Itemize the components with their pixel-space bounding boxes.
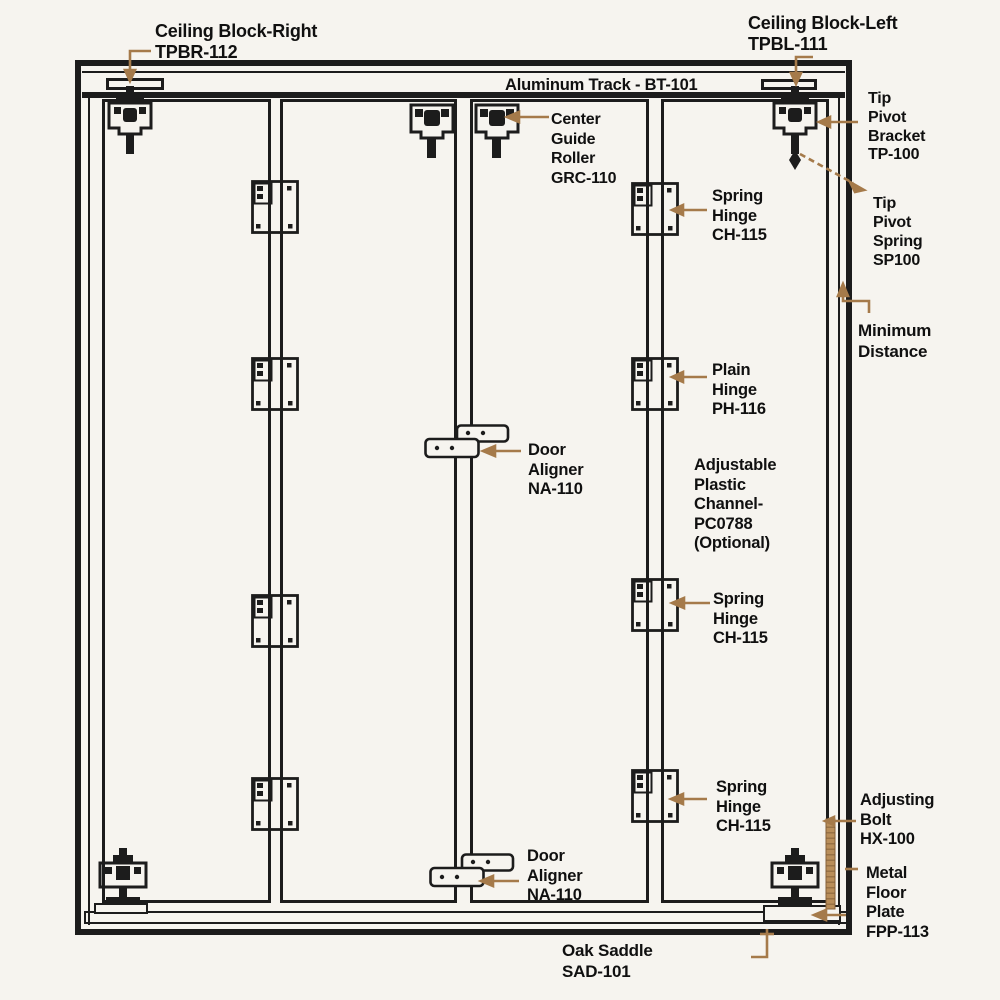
label-ceiling-block-right: Ceiling Block-Right TPBR-112: [155, 21, 318, 62]
metal-floor-plate-arrow: [814, 869, 858, 920]
spring-hinge-mid-part: [633, 580, 678, 631]
spring-hinge-top-arrow: [672, 205, 707, 215]
adjusting-bolt-part: [826, 819, 835, 909]
label-plain-hinge: Plain Hinge PH-116: [712, 361, 766, 419]
label-tip-pivot-bracket: Tip Pivot Bracket TP-100: [868, 90, 926, 164]
label-aluminum-track: Aluminum Track - BT-101: [505, 76, 698, 94]
center-guide-roller-part: [476, 105, 518, 158]
label-spring-hinge-bottom: Spring Hinge CH-115: [716, 778, 771, 836]
tip-pivot-spring-arrow: [800, 154, 864, 192]
spring-hinge-top-part: [633, 184, 678, 235]
bottom-pivot-right-part: [772, 848, 818, 905]
adjusting-bolt-arrow: [825, 817, 856, 825]
door-aligner-bottom-arrow: [481, 876, 519, 886]
hinge-left-1: [253, 182, 298, 233]
top-pivot-right-part: [109, 86, 151, 154]
ceiling-block-right-arrow: [125, 51, 151, 81]
guide-roller-left-part: [411, 105, 453, 158]
label-center-guide-roller: Center Guide Roller GRC-110: [551, 111, 617, 187]
plain-hinge-part: [633, 359, 678, 410]
tip-pivot-point: [789, 150, 801, 170]
label-metal-floor-plate: Metal Floor Plate FPP-113: [866, 864, 929, 941]
label-adjustable-channel: Adjustable Plastic Channel- PC0788 (Optional): [694, 456, 777, 553]
oak-saddle-arrow: [751, 929, 774, 957]
tip-pivot-bracket-arrow: [819, 117, 858, 127]
plain-hinge-arrow: [672, 372, 707, 382]
door-aligner-top-arrow: [483, 446, 521, 456]
label-minimum-distance: Minimum Distance: [858, 321, 932, 361]
label-door-aligner-bottom: Door Aligner NA-110: [527, 847, 583, 905]
hinge-left-4: [253, 779, 298, 830]
label-ceiling-block-left: Ceiling Block-Left TPBL-111: [748, 13, 898, 54]
label-oak-saddle: Oak Saddle SAD-101: [562, 941, 653, 981]
label-tip-pivot-spring: Tip Pivot Spring SP100: [873, 195, 923, 269]
bottom-pivot-left-part: [100, 848, 146, 905]
spring-hinge-mid-arrow: [672, 598, 710, 608]
spring-hinge-bottom-part: [633, 771, 678, 822]
center-guide-roller-arrow: [507, 112, 549, 122]
hinge-left-2: [253, 359, 298, 410]
ceiling-block-left-arrow: [791, 57, 813, 84]
label-spring-hinge-mid: Spring Hinge CH-115: [713, 590, 768, 648]
tip-pivot-bracket-part: [774, 86, 816, 154]
hinge-left-3: [253, 596, 298, 647]
label-adjusting-bolt: Adjusting Bolt HX-100: [860, 791, 935, 849]
label-door-aligner-top: Door Aligner NA-110: [528, 441, 584, 499]
label-spring-hinge-top: Spring Hinge CH-115: [712, 187, 767, 245]
spring-hinge-bottom-arrow: [671, 794, 707, 804]
minimum-distance-arrow: [838, 284, 869, 313]
